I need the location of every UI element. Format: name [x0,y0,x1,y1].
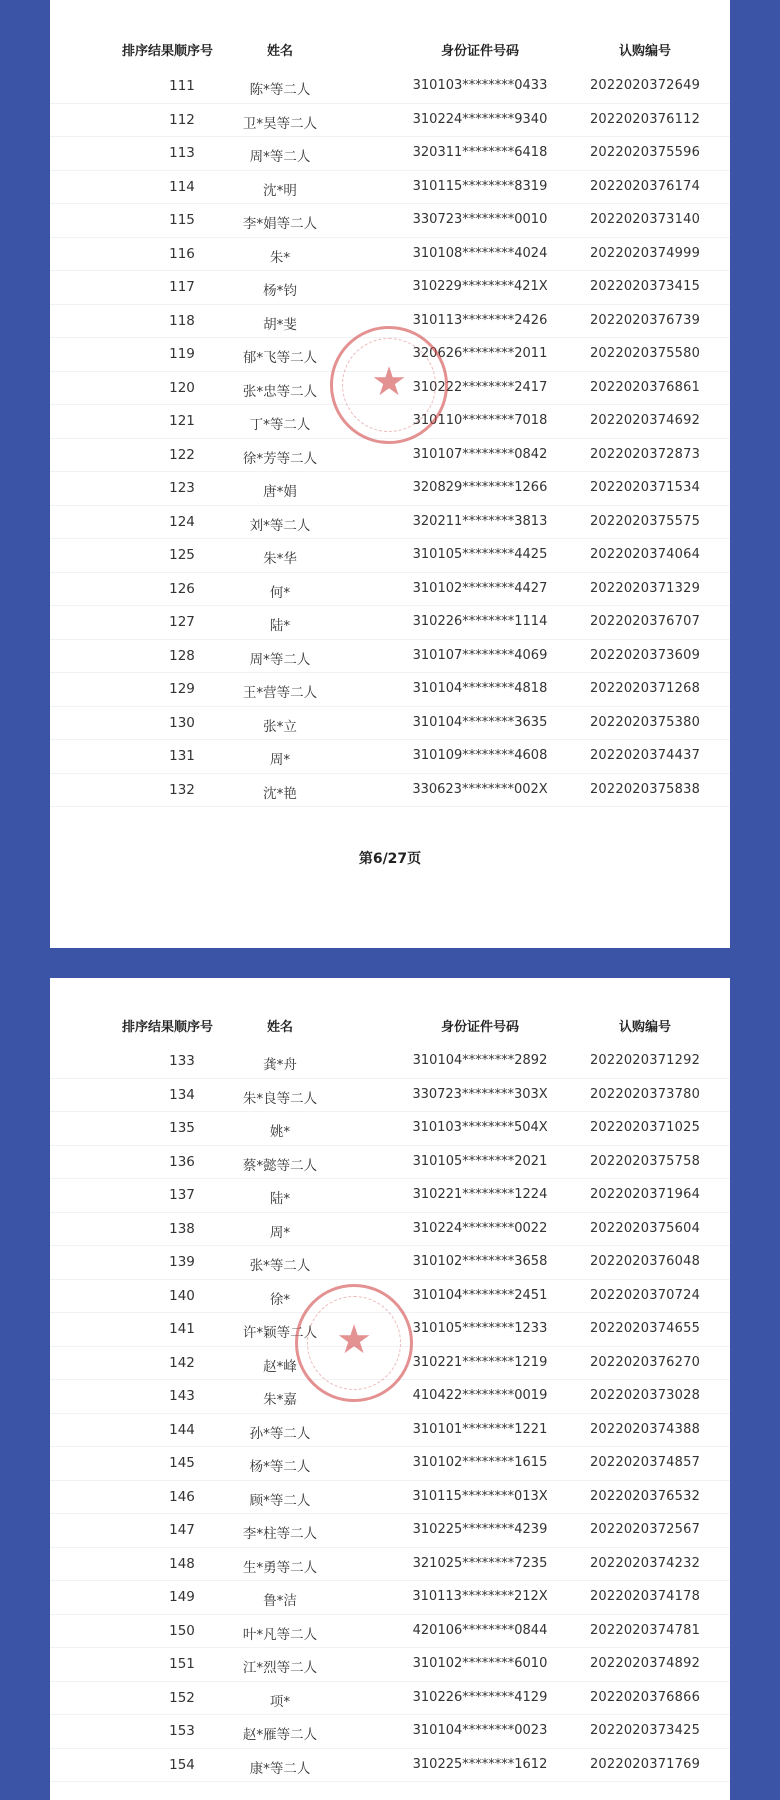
row-subscription-number: 2022020374437 [589,748,701,763]
row-name: 张*立 [263,718,297,735]
row-subscription-number: 2022020372567 [589,1522,701,1537]
page-number: 第6/27页 [358,851,422,867]
row-name: 江*烈等二人 [242,1660,318,1676]
table-row [50,1079,730,1113]
row-id-number: 310104********2451 [412,1287,548,1303]
row-subscription-number: 2022020374064 [589,547,701,562]
header-id-number: 身份证件号码 [440,1020,519,1035]
row-rank: 153 [169,1723,195,1739]
row-subscription-number: 2022020373425 [589,1723,701,1738]
row-name: 杨*等二人 [249,1459,311,1475]
header-subscription-number: 认购编号 [618,44,671,59]
table-row [50,640,730,674]
row-name: 张*等二人 [249,1258,311,1274]
row-name: 卫*昊等二人 [242,115,318,132]
row-rank: 133 [169,1053,195,1069]
table-row [50,137,730,171]
seal-star-icon: ★ [371,359,407,405]
row-subscription-number: 2022020374999 [589,245,701,261]
table-row [50,1648,730,1682]
row-id-number: 310104********0023 [412,1723,548,1738]
row-id-number: 310225********1612 [412,1756,548,1772]
row-subscription-number: 2022020370724 [589,1287,701,1303]
table-row [50,1213,730,1247]
table-row [50,204,730,238]
row-id-number: 310115********013X [412,1488,548,1504]
table-row [50,1715,730,1749]
official-seal-stamp [330,326,448,444]
row-rank: 116 [169,245,195,262]
table-row [50,472,730,506]
row-rank: 124 [169,513,195,530]
row-name: 李*柱等二人 [242,1526,318,1542]
row-rank: 144 [169,1421,195,1438]
row-id-number: 310221********1224 [412,1187,548,1202]
row-subscription-number: 2022020373415 [589,279,701,294]
row-rank: 136 [169,1153,195,1170]
row-id-number: 310221********1219 [412,1354,548,1370]
row-id-number: 320311********6418 [412,145,548,160]
row-rank: 140 [169,1287,195,1304]
table-row [50,539,730,573]
row-id-number: 310104********3635 [412,714,548,730]
row-id-number: 310103********0433 [412,78,548,93]
row-name: 康*等二人 [249,1760,311,1777]
row-name: 周* [269,1224,291,1241]
table-row [50,171,730,205]
row-id-number: 310113********2426 [412,312,548,328]
official-seal-stamp [295,1284,413,1402]
row-id-number: 330723********303X [412,1086,548,1102]
table-row [50,1682,730,1716]
row-subscription-number: 2022020376174 [589,178,701,194]
row-subscription-number: 2022020376112 [589,111,701,127]
row-id-number: 310103********504X [412,1120,548,1135]
table-row [50,573,730,607]
row-subscription-number: 2022020374892 [589,1656,701,1671]
row-id-number: 310110********7018 [412,413,548,428]
row-subscription-number: 2022020376048 [589,1254,701,1269]
row-rank: 149 [169,1589,195,1605]
row-rank: 130 [169,714,195,731]
row-name: 陈*等二人 [249,82,311,98]
header-subscription-number: 认购编号 [618,1020,671,1035]
row-rank: 123 [169,480,195,496]
row-subscription-number: 2022020372873 [589,446,701,462]
row-id-number: 310115********8319 [412,178,548,194]
row-rank: 122 [169,446,195,463]
row-rank: 113 [169,145,195,161]
row-name: 沈*明 [263,182,297,199]
row-subscription-number: 2022020376270 [589,1354,701,1370]
row-subscription-number: 2022020373780 [589,1086,701,1102]
row-rank: 150 [169,1622,195,1639]
results-table-page-7 [50,1045,730,1782]
table-row [50,1045,730,1079]
row-rank: 142 [169,1354,195,1371]
row-name: 杨*钧 [263,283,297,299]
row-name: 许*颖等二人 [242,1325,318,1341]
row-name: 周* [269,752,291,768]
row-subscription-number: 2022020376861 [589,379,701,395]
table-row [50,1514,730,1548]
row-subscription-number: 2022020371964 [589,1187,701,1202]
row-id-number: 310225********4239 [412,1522,548,1537]
row-id-number: 310224********9340 [412,111,548,127]
row-id-number: 310102********4427 [412,580,548,596]
header-name: 姓名 [266,44,293,59]
row-id-number: 330723********0010 [412,212,548,227]
row-name: 周*等二人 [249,651,311,668]
row-name: 徐* [269,1291,291,1308]
row-name: 李*娟等二人 [242,216,318,232]
row-subscription-number: 2022020373609 [589,647,701,663]
row-subscription-number: 2022020371025 [589,1120,701,1135]
row-rank: 115 [169,212,195,228]
table-row [50,774,730,808]
row-id-number: 310109********4608 [412,748,548,763]
row-rank: 129 [169,681,195,697]
row-id-number: 310226********4129 [412,1689,548,1705]
table-row [50,606,730,640]
table-header [50,40,730,70]
row-id-number: 310105********4425 [412,547,548,562]
row-subscription-number: 2022020376532 [589,1488,701,1504]
row-subscription-number: 2022020374232 [589,1555,701,1571]
row-rank: 128 [169,647,195,664]
row-subscription-number: 2022020375575 [589,513,701,529]
table-row [50,506,730,540]
row-id-number: 310108********4024 [412,245,548,261]
row-name: 朱*华 [263,551,297,567]
row-rank: 151 [169,1656,195,1672]
row-rank: 152 [169,1689,195,1706]
row-subscription-number: 2022020371769 [589,1756,701,1772]
row-subscription-number: 2022020375380 [589,714,701,730]
row-subscription-number: 2022020373028 [589,1388,701,1403]
table-row [50,271,730,305]
row-id-number: 310104********2892 [412,1053,548,1068]
row-rank: 111 [169,78,195,94]
row-name: 顾*等二人 [249,1492,311,1509]
row-name: 姚* [269,1124,291,1140]
row-name: 叶*凡等二人 [242,1626,318,1643]
row-subscription-number: 2022020376739 [589,312,701,328]
row-name: 项* [269,1693,291,1710]
header-rank: 排序结果顺序号 [122,1020,214,1035]
row-id-number: 330623********002X [412,781,548,797]
table-row [50,1615,730,1649]
table-row [50,1749,730,1783]
row-subscription-number: 2022020375838 [589,781,701,797]
row-subscription-number: 2022020374388 [589,1421,701,1437]
seal-star-icon: ★ [336,1317,372,1363]
row-name: 赵*雁等二人 [242,1727,318,1743]
row-name: 赵*峰 [263,1358,297,1375]
table-row [50,1481,730,1515]
row-rank: 154 [169,1756,195,1773]
row-id-number: 320829********1266 [412,480,548,495]
table-row [50,1447,730,1481]
table-row [50,238,730,272]
row-rank: 135 [169,1120,195,1136]
row-rank: 145 [169,1455,195,1471]
row-name: 龚*舟 [263,1057,297,1073]
row-subscription-number: 2022020376707 [589,614,701,629]
row-rank: 127 [169,614,195,630]
row-rank: 121 [169,413,195,429]
row-subscription-number: 2022020374655 [589,1321,701,1336]
row-name: 朱* [269,249,291,266]
row-rank: 120 [169,379,195,396]
row-subscription-number: 2022020371292 [589,1053,701,1068]
row-subscription-number: 2022020374692 [589,413,701,428]
row-rank: 132 [169,781,195,798]
row-rank: 143 [169,1388,195,1404]
table-row [50,104,730,138]
row-name: 沈*艳 [263,785,297,802]
table-row [50,1246,730,1280]
row-id-number: 420106********0844 [412,1622,548,1638]
row-id-number: 310104********4818 [412,681,548,696]
table-row [50,1146,730,1180]
row-id-number: 310102********3658 [412,1254,548,1269]
row-subscription-number: 2022020376866 [589,1689,701,1705]
row-subscription-number: 2022020374178 [589,1589,701,1604]
row-subscription-number: 2022020375758 [589,1153,701,1169]
header-rank: 排序结果顺序号 [122,44,214,59]
row-name: 生*勇等二人 [242,1559,318,1576]
row-rank: 139 [169,1254,195,1270]
row-rank: 126 [169,580,195,597]
row-id-number: 310105********2021 [412,1153,548,1169]
row-name: 陆* [269,1191,291,1207]
row-id-number: 310105********1233 [412,1321,548,1336]
row-subscription-number: 2022020372649 [589,78,701,93]
row-subscription-number: 2022020371268 [589,681,701,696]
row-id-number: 321025********7235 [412,1555,548,1571]
row-id-number: 410422********0019 [412,1388,548,1403]
row-name: 何* [269,584,291,601]
row-name: 蔡*懿等二人 [242,1157,318,1174]
table-row [50,70,730,104]
header-name: 姓名 [266,1020,293,1035]
row-name: 徐*芳等二人 [242,450,318,467]
row-name: 刘*等二人 [249,517,311,534]
row-subscription-number: 2022020375580 [589,346,701,361]
row-id-number: 310107********4069 [412,647,548,663]
table-row [50,1581,730,1615]
row-id-number: 310113********212X [412,1589,548,1604]
row-rank: 112 [169,111,195,128]
row-rank: 134 [169,1086,195,1103]
row-name: 朱*嘉 [263,1392,297,1408]
table-row [50,1112,730,1146]
row-name: 周*等二人 [249,149,311,165]
row-name: 王*营等二人 [242,685,318,701]
document-page-7 [50,978,730,1800]
row-subscription-number: 2022020373140 [589,212,701,227]
row-id-number: 310107********0842 [412,446,548,462]
row-rank: 146 [169,1488,195,1505]
row-subscription-number: 2022020371329 [589,580,701,596]
row-subscription-number: 2022020374857 [589,1455,701,1470]
table-header [50,1016,730,1046]
table-row [50,1548,730,1582]
row-name: 张*忠等二人 [242,383,318,400]
row-rank: 114 [169,178,195,195]
row-id-number: 310102********1615 [412,1455,548,1470]
table-row [50,1414,730,1448]
row-id-number: 320626********2011 [412,346,548,361]
row-name: 郁*飞等二人 [242,350,318,366]
row-name: 唐*娟 [263,484,297,500]
row-rank: 137 [169,1187,195,1203]
row-id-number: 320211********3813 [412,513,548,529]
table-row [50,740,730,774]
row-rank: 119 [169,346,195,362]
document-page-6 [50,0,730,948]
row-id-number: 310226********1114 [412,614,548,629]
row-name: 鲁*洁 [263,1593,297,1609]
header-id-number: 身份证件号码 [440,44,519,59]
row-rank: 147 [169,1522,195,1538]
row-name: 胡*斐 [263,316,297,333]
table-row [50,673,730,707]
row-rank: 118 [169,312,195,329]
row-id-number: 310222********2417 [412,379,548,395]
row-rank: 138 [169,1220,195,1237]
row-name: 陆* [269,618,291,634]
row-rank: 141 [169,1321,195,1337]
row-name: 孙*等二人 [249,1425,311,1442]
row-id-number: 310102********6010 [412,1656,548,1671]
row-rank: 117 [169,279,195,295]
row-id-number: 310101********1221 [412,1421,548,1437]
row-id-number: 310224********0022 [412,1220,548,1236]
row-name: 朱*良等二人 [242,1090,318,1107]
row-subscription-number: 2022020374781 [589,1622,701,1638]
row-subscription-number: 2022020371534 [589,480,701,495]
row-subscription-number: 2022020375604 [589,1220,701,1236]
row-name: 丁*等二人 [249,417,311,433]
table-row [50,707,730,741]
table-row [50,1179,730,1213]
row-rank: 131 [169,748,195,764]
row-id-number: 310229********421X [412,279,548,294]
row-rank: 148 [169,1555,195,1572]
row-subscription-number: 2022020375596 [589,145,701,160]
row-rank: 125 [169,547,195,563]
